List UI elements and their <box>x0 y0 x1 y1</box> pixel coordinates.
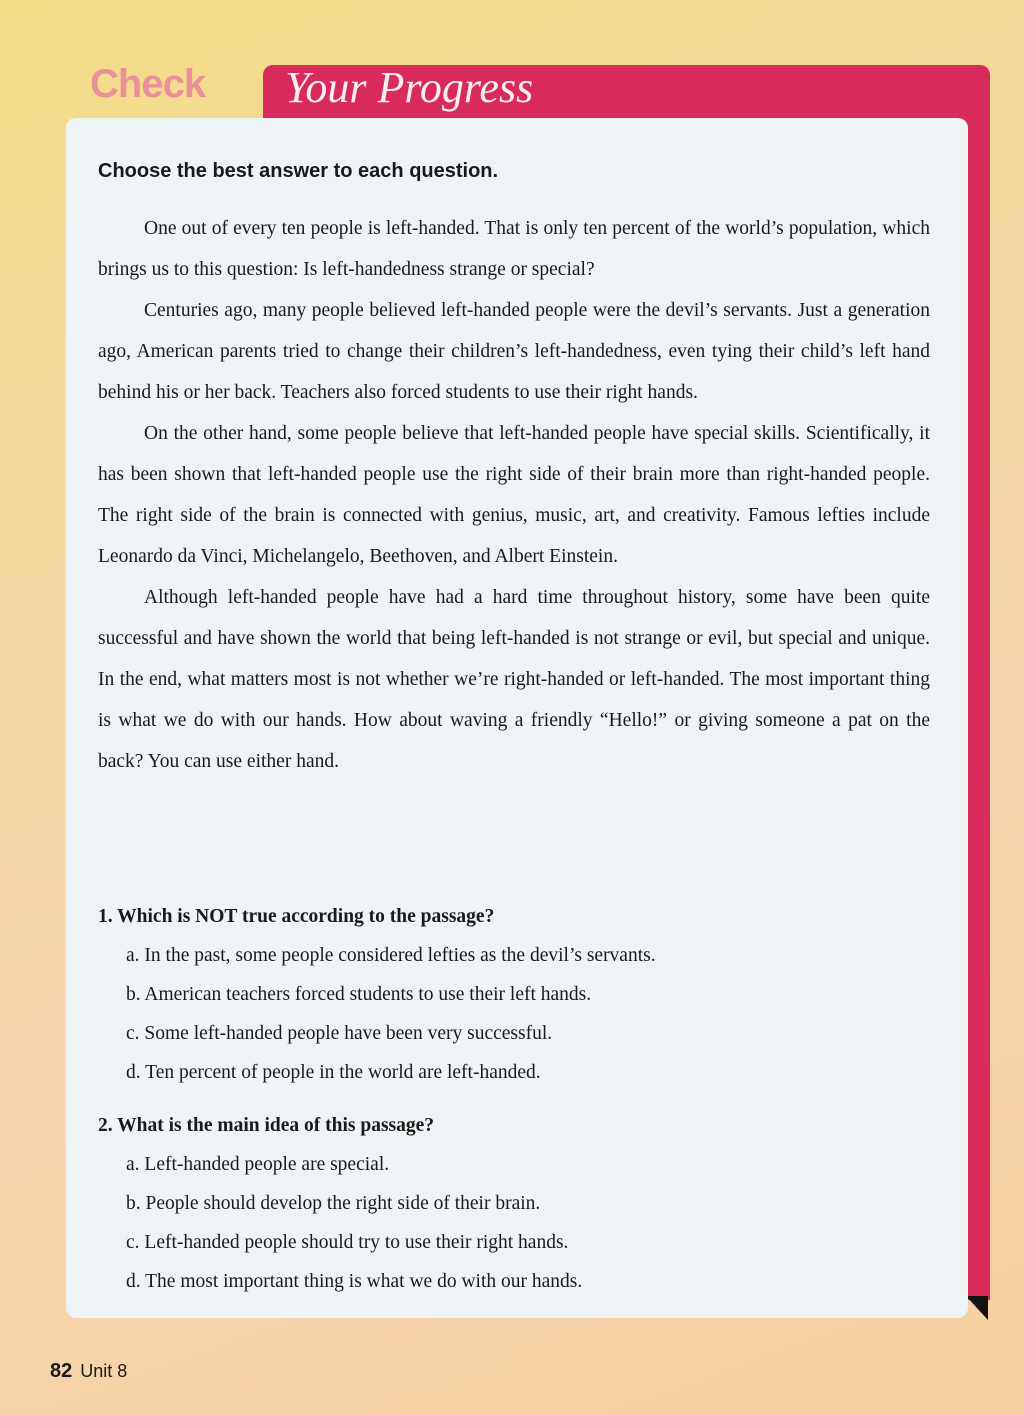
option: a. In the past, some people considered lefties as the devil’s servants. <box>126 945 656 966</box>
section-title-check: Check <box>90 62 206 106</box>
section-title-your-progress: Your Progress <box>285 63 534 112</box>
question-1: 1. Which is NOT true according to the passage? <box>98 906 495 927</box>
question-2: 2. What is the main idea of this passage? <box>98 1115 435 1136</box>
paragraph: Although left-handed people have had a hard time throughout history, some have been quite successful and have shown the world that being left-handed is not strange or evil, but special and unique. In the end, what matters most is not whether we’re right-handed or left-handed. The most important thing is what we do with our hands. How about waving a friendly “Hello!” or giving someone a pat on the back? You can use either hand. <box>98 587 930 772</box>
page-number: 82 <box>50 1360 73 1382</box>
paragraph: One out of every ten people is left-handed. That is only ten percent of the world’s population, which brings us to this question: Is left-handedness strange or special? <box>98 218 930 280</box>
option: d. Ten percent of people in the world are left-handed. <box>126 1062 541 1083</box>
option: d. The most important thing is what we do with our hands. <box>126 1271 583 1292</box>
unit-label: Unit 8 <box>80 1361 128 1381</box>
questions <box>98 897 930 1301</box>
option: b. American teachers forced students to use their left hands. <box>126 984 592 1005</box>
instruction: Choose the best answer to each question. <box>98 160 499 182</box>
option: c. Left-handed people should try to use their right hands. <box>126 1232 569 1253</box>
page-corner-fold <box>966 1296 988 1320</box>
option: c. Some left-handed people have been very successful. <box>126 1023 553 1044</box>
paragraph: On the other hand, some people believe that left-handed people have special skills. Scientifically, it has been shown that left-handed people use the right side of their brain more than right-handed people. The right side of the brain is connected with genius, music, art, and creativity. Famous lefties include Leonardo da Vinci, Michelangelo, Beethoven, and Albert Einstein. <box>98 423 930 567</box>
option: b. People should develop the right side of their brain. <box>126 1193 541 1214</box>
page-footer <box>50 1360 127 1383</box>
reading-passage <box>98 208 930 782</box>
option: a. Left-handed people are special. <box>126 1154 390 1175</box>
paragraph: Centuries ago, many people believed left-handed people were the devil’s servants. Just a generation ago, American parents tried to change their children’s left-handedness, even tying their child’s left hand behind his or her back. Teachers also forced students to use their right hands. <box>98 300 930 403</box>
